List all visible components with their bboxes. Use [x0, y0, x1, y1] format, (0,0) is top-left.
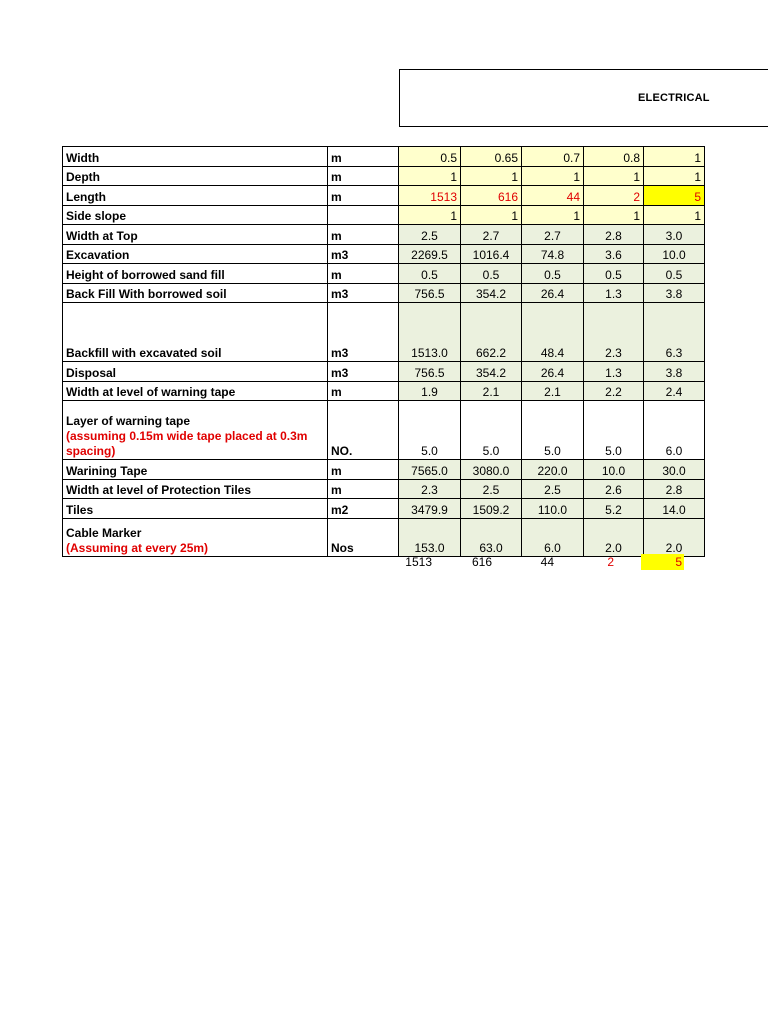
cell[interactable]: 2.2	[584, 381, 644, 401]
row-label-text: Cable Marker	[66, 525, 142, 540]
cell[interactable]: 5.0	[399, 401, 461, 460]
table-row	[63, 186, 705, 206]
cell[interactable]: 6.0	[644, 401, 705, 460]
table-row	[63, 401, 705, 460]
row-label: Back Fill With borrowed soil	[63, 283, 328, 303]
cell[interactable]: 1513	[399, 186, 461, 206]
cell[interactable]: 1	[522, 166, 584, 186]
cell[interactable]: 2.7	[461, 225, 522, 245]
row-label: Height of borrowed sand fill	[63, 264, 328, 284]
footer-value[interactable]: 44	[540, 555, 554, 569]
row-unit: m	[328, 381, 399, 401]
table-row	[63, 381, 705, 401]
cell[interactable]: 5.0	[584, 401, 644, 460]
row-unit: m3	[328, 362, 399, 382]
cell[interactable]: 6.0	[522, 518, 584, 556]
row-unit: m	[328, 147, 399, 167]
table-row	[63, 244, 705, 264]
cell[interactable]: 5.0	[522, 401, 584, 460]
row-label: Side slope	[63, 205, 328, 225]
cell[interactable]: 1	[461, 166, 522, 186]
row-label	[63, 401, 328, 460]
cell[interactable]: 0.5	[399, 147, 461, 167]
cell[interactable]: 2.1	[522, 381, 584, 401]
row-unit: m3	[328, 244, 399, 264]
cell[interactable]: 0.5	[584, 264, 644, 284]
cell[interactable]: 1.3	[584, 362, 644, 382]
cell[interactable]: 1	[584, 205, 644, 225]
cell[interactable]: 662.2	[461, 303, 522, 362]
cell[interactable]: 10.0	[584, 460, 644, 480]
footer-value[interactable]: 5	[641, 554, 684, 570]
cell[interactable]: 2.1	[461, 381, 522, 401]
cell[interactable]: 3.0	[644, 225, 705, 245]
cell[interactable]: 756.5	[399, 283, 461, 303]
cell[interactable]: 3.6	[584, 244, 644, 264]
footer-value[interactable]: 2	[607, 555, 614, 569]
cell[interactable]: 1513.0	[399, 303, 461, 362]
row-label: Depth	[63, 166, 328, 186]
trench-calculation-table	[62, 146, 705, 557]
cell[interactable]: 0.7	[522, 147, 584, 167]
table-row	[63, 460, 705, 480]
table-row	[63, 205, 705, 225]
cell[interactable]: 74.8	[522, 244, 584, 264]
table-row	[63, 147, 705, 167]
row-note: (Assuming at every 25m)	[66, 540, 209, 555]
cell[interactable]: 2.5	[461, 479, 522, 499]
table-row	[63, 225, 705, 245]
cell[interactable]: 5	[644, 186, 705, 206]
row-unit: m3	[328, 303, 399, 362]
cell[interactable]: 3479.9	[399, 499, 461, 519]
row-label: Tiles	[63, 499, 328, 519]
cell[interactable]: 2.3	[399, 479, 461, 499]
row-unit: m2	[328, 499, 399, 519]
cell[interactable]: 2.7	[522, 225, 584, 245]
cell[interactable]: 2.8	[584, 225, 644, 245]
row-unit: m	[328, 225, 399, 245]
cell[interactable]: 2.3	[584, 303, 644, 362]
cell[interactable]: 1	[461, 205, 522, 225]
footer-value[interactable]: 1513	[405, 555, 432, 569]
row-label: Length	[63, 186, 328, 206]
cell[interactable]: 5.2	[584, 499, 644, 519]
cell[interactable]: 2.5	[399, 225, 461, 245]
cell[interactable]: 1016.4	[461, 244, 522, 264]
footer-value[interactable]: 616	[471, 555, 492, 569]
row-label	[63, 518, 328, 556]
cell[interactable]: 3.8	[644, 283, 705, 303]
table-row	[63, 479, 705, 499]
row-unit: m	[328, 264, 399, 284]
cell[interactable]: 0.5	[522, 264, 584, 284]
row-label: Width at level of warning tape	[63, 381, 328, 401]
cell[interactable]: 1.9	[399, 381, 461, 401]
cell[interactable]: 3080.0	[461, 460, 522, 480]
cell[interactable]: 1.3	[584, 283, 644, 303]
cell[interactable]: 0.5	[399, 264, 461, 284]
cell[interactable]: 1	[584, 166, 644, 186]
row-label: Backfill with excavated soil	[63, 303, 328, 362]
row-unit	[328, 205, 399, 225]
row-unit: m	[328, 479, 399, 499]
cell[interactable]: 26.4	[522, 362, 584, 382]
cell[interactable]: 14.0	[644, 499, 705, 519]
cell[interactable]: 2.8	[644, 479, 705, 499]
row-label-text: Layer of warning tape	[66, 414, 191, 428]
cell[interactable]: 10.0	[644, 244, 705, 264]
cell[interactable]: 756.5	[399, 362, 461, 382]
row-label: Width at level of Protection Tiles	[63, 479, 328, 499]
row-unit: m	[328, 460, 399, 480]
cell[interactable]: 2.6	[584, 479, 644, 499]
cell[interactable]: 110.0	[522, 499, 584, 519]
cell[interactable]: 5.0	[461, 401, 522, 460]
cell[interactable]: 0.65	[461, 147, 522, 167]
cell[interactable]: 1	[522, 205, 584, 225]
table-row	[63, 283, 705, 303]
row-unit: m	[328, 166, 399, 186]
cell[interactable]: 354.2	[461, 362, 522, 382]
row-unit: NO.	[328, 401, 399, 460]
cell[interactable]: 1	[644, 147, 705, 167]
cell[interactable]: 0.5	[644, 264, 705, 284]
row-unit: Nos	[328, 518, 399, 556]
cell[interactable]: 63.0	[461, 518, 522, 556]
cell[interactable]: 2	[584, 186, 644, 206]
row-label: Disposal	[63, 362, 328, 382]
title-box	[399, 69, 768, 127]
cell[interactable]: 44	[522, 186, 584, 206]
cell[interactable]: 0.5	[461, 264, 522, 284]
cell[interactable]: 220.0	[522, 460, 584, 480]
table-row	[63, 518, 705, 556]
cell[interactable]: 7565.0	[399, 460, 461, 480]
table-row	[63, 362, 705, 382]
row-label: Excavation	[63, 244, 328, 264]
cell[interactable]: 2.4	[644, 381, 705, 401]
cell[interactable]: 1	[644, 205, 705, 225]
table-row	[63, 499, 705, 519]
cell[interactable]: 1	[644, 166, 705, 186]
table-row	[63, 303, 705, 362]
row-unit: m3	[328, 283, 399, 303]
table-row	[63, 264, 705, 284]
cell[interactable]: 2.0	[644, 518, 705, 556]
cell[interactable]: 2.0	[584, 518, 644, 556]
cell[interactable]: 26.4	[522, 283, 584, 303]
row-label: Width at Top	[63, 225, 328, 245]
row-note: (assuming 0.15m wide tape placed at 0.3m spacing)	[66, 429, 308, 458]
cell[interactable]: 1509.2	[461, 499, 522, 519]
sheet-title: ELECTRICAL	[638, 92, 710, 104]
cell[interactable]: 48.4	[522, 303, 584, 362]
cell[interactable]: 2.5	[522, 479, 584, 499]
cell[interactable]: 3.8	[644, 362, 705, 382]
cell[interactable]: 354.2	[461, 283, 522, 303]
row-unit: m	[328, 186, 399, 206]
cell[interactable]: 30.0	[644, 460, 705, 480]
cell[interactable]: 153.0	[399, 518, 461, 556]
cell[interactable]: 616	[461, 186, 522, 206]
row-label: Width	[63, 147, 328, 167]
cell[interactable]: 2269.5	[399, 244, 461, 264]
cell[interactable]: 6.3	[644, 303, 705, 362]
row-label: Warining Tape	[63, 460, 328, 480]
cell[interactable]: 1	[399, 205, 461, 225]
cell[interactable]: 0.8	[584, 147, 644, 167]
table-row	[63, 166, 705, 186]
cell[interactable]: 1	[399, 166, 461, 186]
